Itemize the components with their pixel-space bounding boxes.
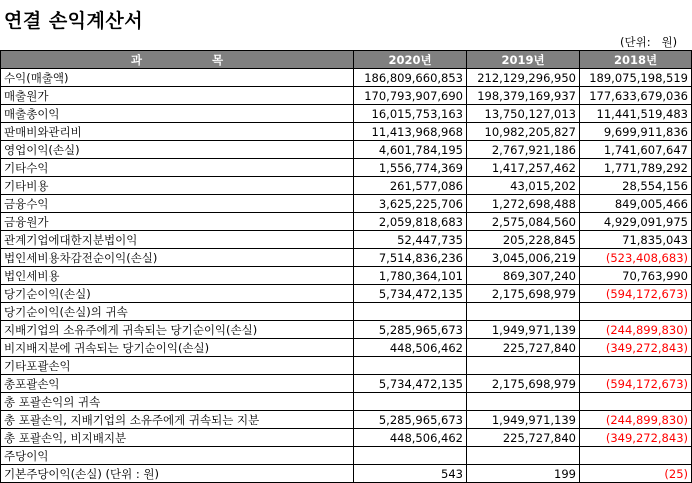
cell-2018: 71,835,043 xyxy=(580,231,692,249)
column-header-2018: 2018년 xyxy=(580,51,692,69)
table-row xyxy=(1,339,692,357)
row-label: 총 포괄손익, 지배기업의 소유주에게 귀속되는 지분 xyxy=(1,411,354,429)
cell-2018: (349,272,843) xyxy=(580,429,692,447)
table-row xyxy=(1,159,692,177)
table-row xyxy=(1,69,692,87)
cell-2018: 1,771,789,292 xyxy=(580,159,692,177)
cell-2018: (244,899,830) xyxy=(580,321,692,339)
cell-2020 xyxy=(354,357,467,375)
cell-2019 xyxy=(467,303,580,321)
table-row xyxy=(1,213,692,231)
table-row xyxy=(1,141,692,159)
table-row xyxy=(1,177,692,195)
cell-2018: (523,408,683) xyxy=(580,249,692,267)
cell-2020: 11,413,968,968 xyxy=(354,123,467,141)
cell-2020 xyxy=(354,447,467,465)
row-label: 기타비용 xyxy=(1,177,354,195)
row-label: 매출원가 xyxy=(1,87,354,105)
cell-2020: 5,734,472,135 xyxy=(354,285,467,303)
table-body xyxy=(1,69,692,483)
cell-2018 xyxy=(580,303,692,321)
cell-2020: 261,577,086 xyxy=(354,177,467,195)
table-row xyxy=(1,303,692,321)
cell-2019: 1,417,257,462 xyxy=(467,159,580,177)
table-row xyxy=(1,285,692,303)
table-row xyxy=(1,411,692,429)
row-label: 비지배지분에 귀속되는 당기순이익(손실) xyxy=(1,339,354,357)
cell-2019 xyxy=(467,393,580,411)
cell-2018: 9,699,911,836 xyxy=(580,123,692,141)
cell-2019: 1,949,971,139 xyxy=(467,411,580,429)
table-row xyxy=(1,87,692,105)
cell-2020: 448,506,462 xyxy=(354,429,467,447)
cell-2020: 543 xyxy=(354,465,467,483)
table-row xyxy=(1,267,692,285)
cell-2020: 7,514,836,236 xyxy=(354,249,467,267)
table-row xyxy=(1,249,692,267)
cell-2019 xyxy=(467,447,580,465)
row-label: 금융원가 xyxy=(1,213,354,231)
cell-2019: 2,175,698,979 xyxy=(467,285,580,303)
cell-2019: 212,129,296,950 xyxy=(467,69,580,87)
cell-2018: (594,172,673) xyxy=(580,375,692,393)
row-label: 법인세비용차감전순이익(손실) xyxy=(1,249,354,267)
row-label: 수익(매출액) xyxy=(1,69,354,87)
cell-2019: 1,272,698,488 xyxy=(467,195,580,213)
table-row xyxy=(1,375,692,393)
cell-2020: 170,793,907,690 xyxy=(354,87,467,105)
row-label: 매출총이익 xyxy=(1,105,354,123)
row-label: 총 포괄손익, 비지배지분 xyxy=(1,429,354,447)
row-label: 금융수익 xyxy=(1,195,354,213)
unit-label: (단위: 원) xyxy=(620,35,678,49)
cell-2018: 849,005,466 xyxy=(580,195,692,213)
row-label: 법인세비용 xyxy=(1,267,354,285)
cell-2019: 225,727,840 xyxy=(467,339,580,357)
cell-2019: 10,982,205,827 xyxy=(467,123,580,141)
cell-2020: 186,809,660,853 xyxy=(354,69,467,87)
cell-2018: 1,741,607,647 xyxy=(580,141,692,159)
cell-2018: 177,633,679,036 xyxy=(580,87,692,105)
column-header-2019: 2019년 xyxy=(467,51,580,69)
cell-2020: 2,059,818,683 xyxy=(354,213,467,231)
column-header-2020: 2020년 xyxy=(354,51,467,69)
cell-2018: (349,272,843) xyxy=(580,339,692,357)
cell-2019: 225,727,840 xyxy=(467,429,580,447)
column-header-item xyxy=(1,51,354,69)
cell-2018: 28,554,156 xyxy=(580,177,692,195)
column-header-item-right: 목 xyxy=(212,52,224,67)
table-row xyxy=(1,429,692,447)
cell-2020 xyxy=(354,393,467,411)
cell-2018: (244,899,830) xyxy=(580,411,692,429)
cell-2018: (594,172,673) xyxy=(580,285,692,303)
row-label: 총포괄손익 xyxy=(1,375,354,393)
table-row xyxy=(1,195,692,213)
cell-2019: 43,015,202 xyxy=(467,177,580,195)
table-row xyxy=(1,447,692,465)
table-row xyxy=(1,393,692,411)
row-label: 기본주당이익(손실) (단위 : 원) xyxy=(1,465,354,483)
row-label: 기타수익 xyxy=(1,159,354,177)
row-label: 당기순이익(손실)의 귀속 xyxy=(1,303,354,321)
cell-2019 xyxy=(467,357,580,375)
cell-2018: 189,075,198,519 xyxy=(580,69,692,87)
row-label: 판매비와관리비 xyxy=(1,123,354,141)
row-label: 당기순이익(손실) xyxy=(1,285,354,303)
cell-2018 xyxy=(580,393,692,411)
table-row xyxy=(1,123,692,141)
page-title: 연결 손익계산서 xyxy=(4,10,144,32)
table-row xyxy=(1,357,692,375)
cell-2019: 869,307,240 xyxy=(467,267,580,285)
cell-2018 xyxy=(580,357,692,375)
row-label: 관계기업에대한지분법이익 xyxy=(1,231,354,249)
cell-2019: 205,228,845 xyxy=(467,231,580,249)
row-label: 영업이익(손실) xyxy=(1,141,354,159)
cell-2020: 3,625,225,706 xyxy=(354,195,467,213)
cell-2020: 1,780,364,101 xyxy=(354,267,467,285)
cell-2018: 70,763,990 xyxy=(580,267,692,285)
cell-2019: 3,045,006,219 xyxy=(467,249,580,267)
cell-2019: 2,175,698,979 xyxy=(467,375,580,393)
cell-2020: 4,601,784,195 xyxy=(354,141,467,159)
cell-2019: 2,575,084,560 xyxy=(467,213,580,231)
cell-2018 xyxy=(580,447,692,465)
cell-2020: 5,285,965,673 xyxy=(354,411,467,429)
cell-2018: 4,929,091,975 xyxy=(580,213,692,231)
cell-2019: 2,767,921,186 xyxy=(467,141,580,159)
table-row xyxy=(1,321,692,339)
row-label: 주당이익 xyxy=(1,447,354,465)
cell-2020: 1,556,774,369 xyxy=(354,159,467,177)
table-row xyxy=(1,231,692,249)
row-label: 기타포괄손익 xyxy=(1,357,354,375)
cell-2019: 1,949,971,139 xyxy=(467,321,580,339)
cell-2020: 52,447,735 xyxy=(354,231,467,249)
cell-2020: 16,015,753,163 xyxy=(354,105,467,123)
table-header-row xyxy=(1,51,692,69)
cell-2019: 13,750,127,013 xyxy=(467,105,580,123)
cell-2020: 448,506,462 xyxy=(354,339,467,357)
cell-2018: 11,441,519,483 xyxy=(580,105,692,123)
cell-2019: 199 xyxy=(467,465,580,483)
cell-2020: 5,734,472,135 xyxy=(354,375,467,393)
income-statement-table xyxy=(0,50,692,483)
cell-2020 xyxy=(354,303,467,321)
table-row xyxy=(1,105,692,123)
row-label: 총 포괄손익의 귀속 xyxy=(1,393,354,411)
table-row xyxy=(1,465,692,483)
row-label: 지배기업의 소유주에게 귀속되는 당기순이익(손실) xyxy=(1,321,354,339)
column-header-item-left: 과 xyxy=(130,52,142,67)
cell-2019: 198,379,169,937 xyxy=(467,87,580,105)
cell-2018: (25) xyxy=(580,465,692,483)
cell-2020: 5,285,965,673 xyxy=(354,321,467,339)
